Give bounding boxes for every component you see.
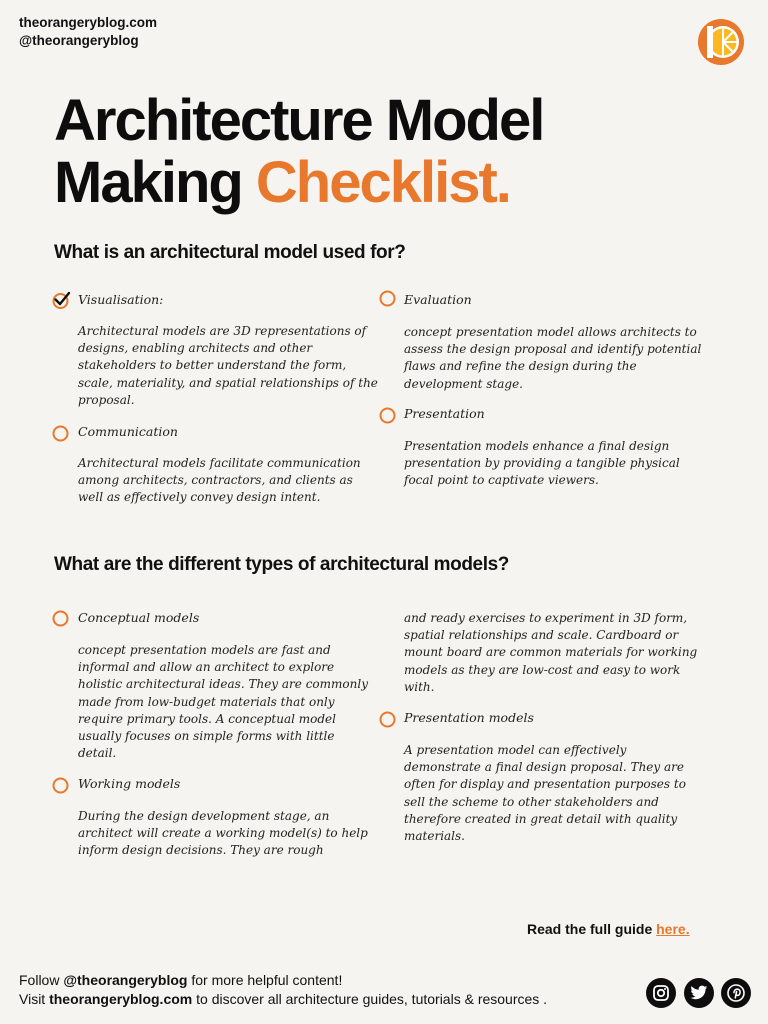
item-label-working-models: Working models <box>78 776 181 791</box>
footer-handle-link[interactable]: @theorangeryblog <box>63 972 188 988</box>
footer-line-2 <box>19 990 547 1009</box>
item-label-evaluation: Evaluation <box>404 292 472 307</box>
checkbox-visualisation[interactable] <box>52 291 69 308</box>
item-text-visualisation: Architectural models are 3D representations of designs, enabling architects and other stakeholders to better understand the form, scale, materiality, and spatial relationships of the proposal. <box>78 324 378 407</box>
title-line-1: Architecture Model <box>54 88 544 153</box>
item-text-evaluation: concept presentation model allows architects to assess the design proposal and identify potential flaws and refine the design during the development stage. <box>404 325 702 391</box>
footer-text <box>19 971 547 1009</box>
item-text-presentation: Presentation models enhance a final design presentation by providing a tangible physical focal point to captivate viewers. <box>404 439 680 488</box>
footer-site-link[interactable]: theorangeryblog.com <box>49 991 193 1007</box>
footer-visit-post: to discover all architecture guides, tutorials & resources . <box>192 991 548 1007</box>
checkbox-communication[interactable] <box>52 425 69 442</box>
item-text-working-models: During the design development stage, an architect will create a working model(s) to help inform design decisions. They are rough <box>78 809 368 858</box>
section-2-heading: What are the different types of architectural models? <box>54 554 509 575</box>
item-label-presentation: Presentation <box>404 406 485 421</box>
item-text-communication: Architectural models facilitate communication among architects, contractors, and clients as well as effectively convey design intent. <box>78 456 361 505</box>
item-text-presentation-models: A presentation model can effectively demonstrate a final design proposal. They are often for display and presentation purposes to sell the scheme to other stakeholders and therefore created in great detail with quality materials. <box>404 743 686 844</box>
instagram-icon[interactable] <box>646 978 676 1008</box>
footer-line-1 <box>19 971 547 990</box>
footer-follow-post: for more helpful content! <box>187 972 343 988</box>
item-label-visualisation: Visualisation: <box>78 292 164 307</box>
item-text-working-models-continued: and ready exercises to experiment in 3D form, spatial relationships and scale. Cardboard or mount board are common materials for working models as they are low-cost and easy to work with. <box>404 611 698 694</box>
pinterest-icon[interactable] <box>721 978 751 1008</box>
read-guide-line <box>527 921 690 937</box>
footer-visit-pre: Visit <box>19 991 50 1007</box>
checkbox-presentation-models[interactable] <box>379 711 396 728</box>
page-title <box>54 90 543 214</box>
title-accent: Checklist. <box>255 150 510 215</box>
read-guide-text: Read the full guide <box>527 921 657 937</box>
footer-follow-pre: Follow <box>19 972 64 988</box>
twitter-icon[interactable] <box>684 978 714 1008</box>
orange-slice-logo-icon <box>697 18 745 66</box>
checkbox-evaluation[interactable] <box>379 290 396 307</box>
item-label-conceptual-models: Conceptual models <box>78 610 200 625</box>
section-1-heading: What is an architectural model used for? <box>54 242 406 263</box>
item-text-conceptual-models: concept presentation models are fast and informal and allow an architect to explore holistic architectural ideas. They are commonly made from low-budget materials that only require primary tools. A conceptual model usually focuses on simple forms with little detail. <box>78 643 368 761</box>
site-url[interactable]: theorangeryblog.com <box>19 15 158 30</box>
read-guide-link[interactable]: here. <box>656 921 690 937</box>
checkbox-conceptual-models[interactable] <box>52 610 69 627</box>
title-line-2 <box>54 152 543 214</box>
title-plain: Making <box>54 150 256 215</box>
checkbox-presentation[interactable] <box>379 407 396 424</box>
item-label-presentation-models: Presentation models <box>404 710 534 725</box>
item-label-communication: Communication <box>78 424 178 439</box>
social-handle[interactable]: @theorangeryblog <box>19 33 139 48</box>
checkbox-working-models[interactable] <box>52 777 69 794</box>
